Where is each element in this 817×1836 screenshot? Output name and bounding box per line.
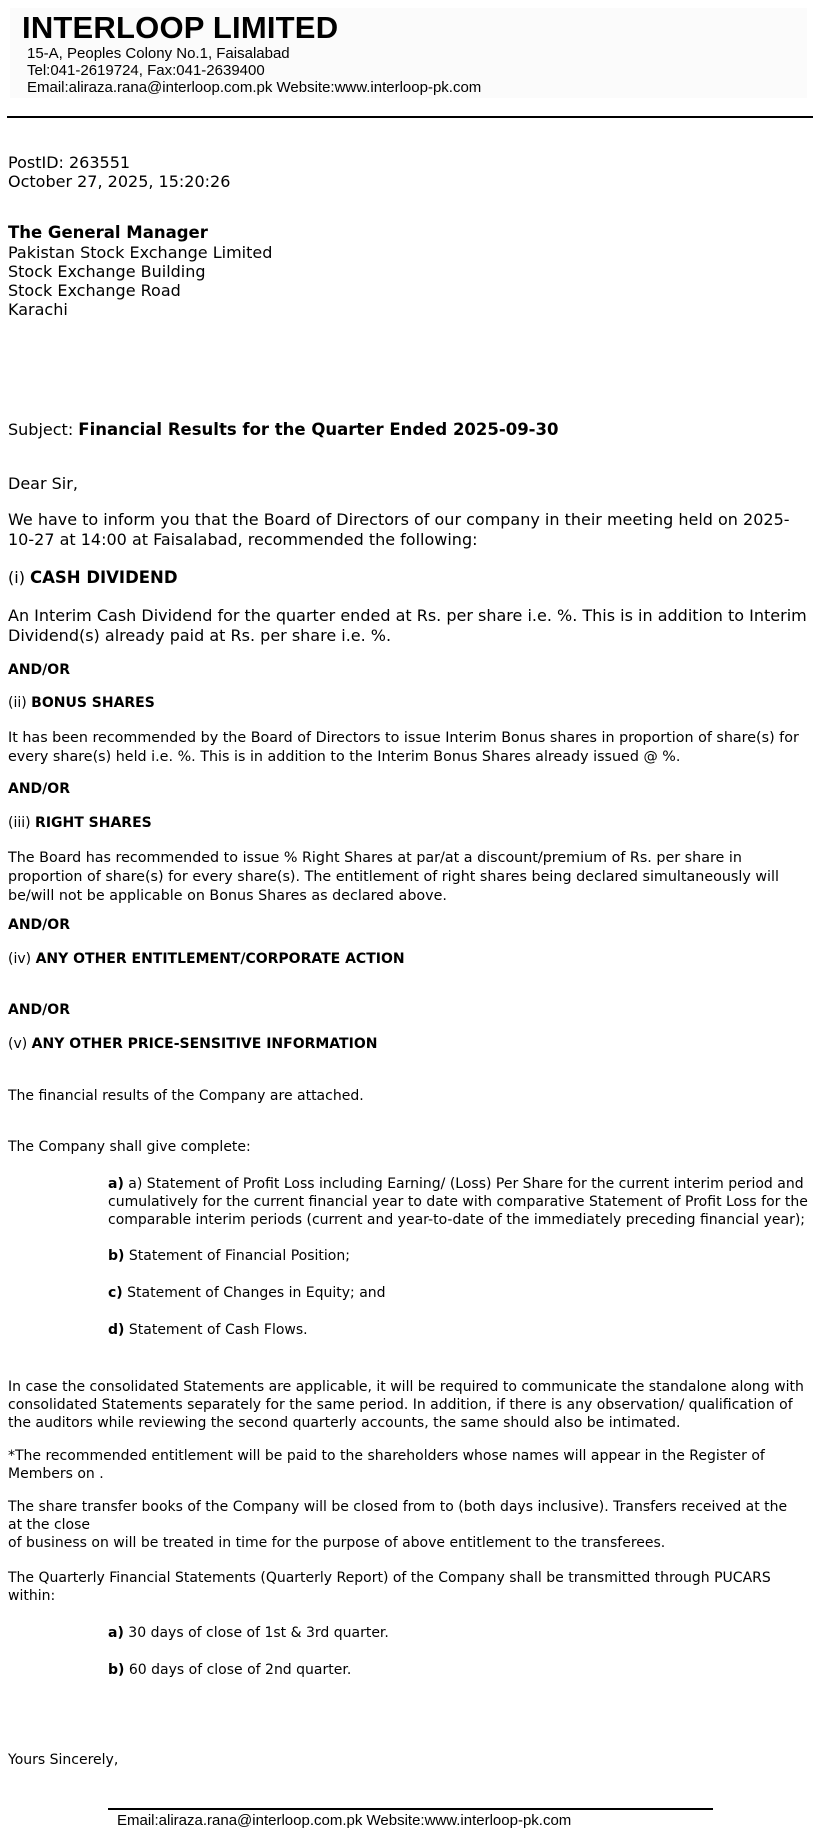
bonus-shares-heading [8,695,155,711]
deadline-item [108,1661,808,1679]
intro-paragraph: We have to inform you that the Board of Directors of our company in their meeting held on 2025-10-27 at 14:00 at Faisalabad, recommended the following: [8,510,790,549]
section-number: (ii) [8,695,32,711]
and-or-label: AND/OR [8,1002,70,1018]
entitlement-paragraph: *The recommended entitlement will be paid to the shareholders whose names will appear in the Register of Members on . [8,1448,765,1482]
item-text: 30 days of close of 1st & 3rd quarter. [123,1625,389,1641]
item-text: 60 days of close of 2nd quarter. [124,1662,352,1678]
company-address: 15-A, Peoples Colony No.1, Faisalabad [27,45,290,62]
item-label: d) [108,1322,125,1338]
section-number: (v) [8,1036,32,1052]
recipient-title: The General Manager [8,223,208,242]
other-entitlement-heading [8,951,405,967]
item-text: Statement of Cash Flows. [124,1322,308,1338]
section-number: (iv) [8,951,36,967]
footer-contact: Email:aliraza.rana@interloop.com.pk Website:www.interloop-pk.com [117,1812,572,1829]
transfer-line: The share transfer books of the Company will be closed from to (both days inclusive). Transfers received at the [8,1499,788,1515]
recipient-line: Pakistan Stock Exchange Limited [8,243,273,262]
item-label: b) [108,1662,125,1678]
footer-divider [108,1808,713,1810]
company-name: INTERLOOP LIMITED [22,10,339,45]
deadline-item [108,1624,808,1642]
section-number: (i) [8,568,31,587]
statement-item [108,1284,808,1302]
and-or-label: AND/OR [8,662,70,678]
item-text: Statement of Financial Position; [124,1248,350,1264]
pucars-paragraph: The Quarterly Financial Statements (Quarterly Report) of the Company shall be transmitted through PUCARS within: [8,1570,771,1604]
post-datetime: October 27, 2025, 15:20:26 [8,172,231,191]
company-contact: Email:aliraza.rana@interloop.com.pk Website:www.interloop-pk.com [27,79,482,96]
price-sensitive-heading [8,1036,377,1052]
section-title: ANY OTHER ENTITLEMENT/CORPORATE ACTION [35,951,405,967]
salutation: Dear Sir, [8,474,78,493]
section-title: RIGHT SHARES [35,815,152,831]
item-label: a) [108,1625,124,1641]
statement-item [108,1247,808,1265]
bonus-shares-body: It has been recommended by the Board of Directors to issue Interim Bonus shares in proportion of share(s) for every share(s) held i.e. %. This is in addition to the Interim Bonus Shares already issued @ %. [8,730,799,765]
statement-item [108,1175,808,1229]
recipient-line: Karachi [8,300,68,319]
right-shares-heading [8,815,152,831]
and-or-label: AND/OR [8,917,70,933]
item-label: a) [108,1176,124,1192]
section-number: (iii) [8,815,36,831]
transfer-line: of business on will be treated in time for the purpose of above entitlement to the transferees. [8,1535,666,1551]
cash-dividend-body: An Interim Cash Dividend for the quarter ended at Rs. per share i.e. %. This is in addition to Interim Dividend(s) already paid at Rs. per share i.e. %. [8,606,807,645]
company-phone: Tel:041-2619724, Fax:041-2639400 [27,62,265,79]
subject-text: Financial Results for the Quarter Ended 2025-09-30 [78,420,559,439]
subject [8,420,558,439]
item-label: c) [108,1285,123,1301]
header-divider [7,116,813,118]
results-attached: The financial results of the Company are attached. [8,1088,364,1104]
right-shares-body: The Board has recommended to issue % Right Shares at par/at a discount/premium of Rs. per share in proportion of share(s) for every share(s). The entitlement of right shares being declared simultaneously will be/will not be applicable on Bonus Shares as declared above. [8,850,779,904]
statement-item [108,1321,808,1339]
post-id: PostID: 263551 [8,153,131,172]
recipient-line: Stock Exchange Road [8,281,181,300]
transfer-line: at the close [8,1517,91,1533]
recipient-line: Stock Exchange Building [8,262,206,281]
and-or-label: AND/OR [8,781,70,797]
closing: Yours Sincerely, [8,1752,119,1768]
item-text: a) Statement of Profit Loss including Earning/ (Loss) Per Share for the current interim period and cumulatively for the current financial year to date with comparative Statement of Profit Loss for the comparable interim periods (current and year-to-date of the immediately preceding financial year); [108,1176,808,1228]
consolidated-paragraph: In case the consolidated Statements are applicable, it will be required to communicate the standalone along with consolidated Statements separately for the same period. In addition, if there is any observation/ qualification of the auditors while reviewing the second quarterly accounts, the same should also be intimated. [8,1379,804,1431]
section-title: CASH DIVIDEND [30,568,178,587]
item-text: Statement of Changes in Equity; and [122,1285,386,1301]
give-complete: The Company shall give complete: [8,1139,251,1155]
section-title: ANY OTHER PRICE-SENSITIVE INFORMATION [31,1036,378,1052]
cash-dividend-heading [8,568,178,587]
item-label: b) [108,1248,125,1264]
subject-label: Subject: [8,420,79,439]
section-title: BONUS SHARES [31,695,155,711]
